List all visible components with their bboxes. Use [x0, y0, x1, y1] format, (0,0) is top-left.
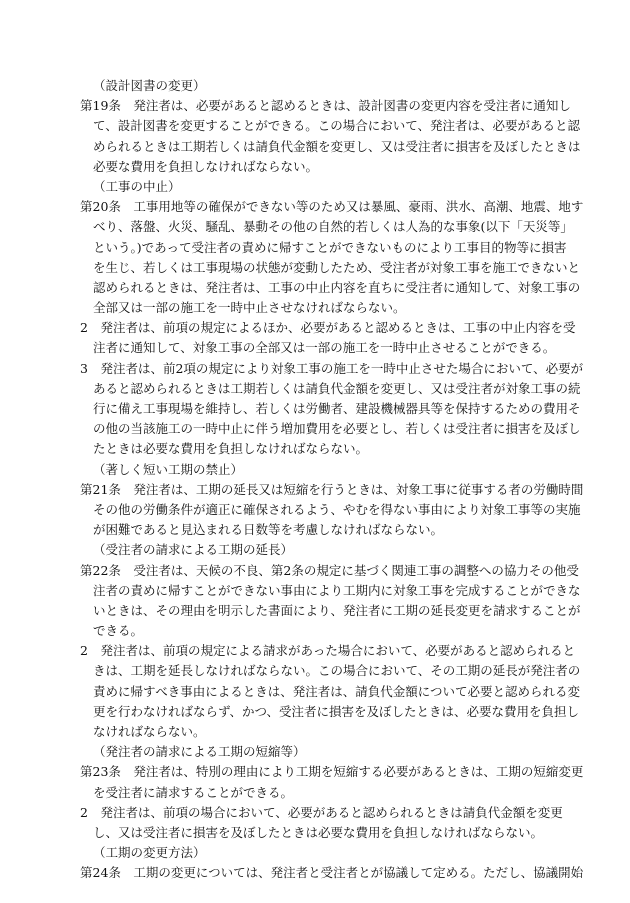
paragraph-line: の他の当該施工の一時中止に伴う増加費用を必要とし、若しくは受注者に損害を及ぼし — [93, 421, 581, 437]
paragraph-first-line: 第24条 工期の変更については、発注者と受注者とが協議して定める。ただし、協議開始 — [80, 865, 584, 881]
paragraph-line: 行に備え工事現場を維持し、若しくは労働者、建設機械器具等を保持するための費用そ — [93, 401, 581, 416]
paragraph-line: 必要な費用を負担しなければならない。 — [93, 158, 319, 174]
article-heading: （設計図書の変更） — [93, 78, 206, 93]
paragraph-line: て、設計図書を変更することができる。この場合において、発注者は、必要があると認 — [93, 118, 581, 134]
article-heading: （著しく短い工期の禁止） — [93, 461, 244, 477]
paragraph-line: 注者の責めに帰すことができない事由により工期内に対象工事を完成することができな — [93, 582, 581, 598]
paragraph-line: を生じ、若しくは工事現場の状態が変動したため、受注者が対象工事を施工できないと — [93, 259, 581, 275]
paragraph-first-line: 第19条 発注者は、必要があると認めるときは、設計図書の変更内容を受注者に通知し — [80, 98, 571, 114]
paragraph-line: いときは、その理由を明示した書面により、発注者に工期の延長変更を請求することが — [93, 602, 581, 618]
paragraph-line: あると認められるときは工期若しくは請負代金額を変更し、又は受注者が対象工事の続 — [93, 380, 581, 396]
paragraph-line: 認められるときは、発注者は、工事の中止内容を直ちに受注者に通知して、対象工事の — [93, 279, 581, 295]
article-heading: （発注者の請求による工期の短縮等） — [93, 744, 306, 760]
paragraph-first-line: 第23条 発注者は、特別の理由により工期を短縮する必要があるときは、工期の短縮変更 — [80, 764, 584, 780]
document-page — [80, 76, 584, 884]
paragraph-first-line: 3 発注者は、前2項の規定により対象工事の施工を一時中止させた場合において、必要が — [80, 360, 584, 376]
article-heading: （工事の中止） — [93, 178, 181, 194]
paragraph-first-line: 2 発注者は、前項の規定による請求があった場合において、必要があると認められると — [80, 643, 576, 659]
paragraph-first-line: 2 発注者は、前項の場合において、必要があると認められるときは請負代金額を変更 — [80, 804, 563, 820]
paragraph-line: が困難であると見込まれる日数等を考慮しなければならない。 — [93, 522, 444, 538]
paragraph-line: できる。 — [93, 623, 144, 639]
paragraph-line: べり、落盤、火災、騒乱、暴動その他の自然的若しくは人為的な事象(以下「天災等」 — [93, 219, 573, 235]
article-heading: （工期の変更方法） — [93, 845, 206, 861]
paragraph-line: その他の労働条件が適正に確保されるよう、やむを得ない事由により対象工事等の実施 — [93, 501, 581, 517]
paragraph-first-line: 第21条 発注者は、工期の延長又は短縮を行うときは、対象工事に従事する者の労働時間 — [80, 481, 584, 497]
paragraph-line: きは、工期を延長しなければならない。この場合において、その工期の延長が発注者の — [93, 663, 581, 679]
paragraph-line: し、又は受注者に損害を及ぼしたときは必要な費用を負担しなければならない。 — [93, 824, 544, 840]
paragraph-line: められるときは工期若しくは請負代金額を変更し、又は受注者に損害を及ぼしたときは — [93, 138, 581, 154]
paragraph-first-line: 第22条 受注者は、天候の不良、第2条の規定に基づく関連工事の調整への協力その他受 — [80, 562, 579, 578]
paragraph-line: 全部又は一部の施工を一時中止させなければならない。 — [93, 300, 406, 316]
paragraph-first-line: 第20条 工事用地等の確保ができない等のため又は暴風、豪雨、洪水、高潮、地震、地す — [80, 199, 584, 215]
paragraph-line: という。)であって受注者の責めに帰すことができないものにより工事目的物等に損害 — [93, 239, 567, 255]
paragraph-line: を受注者に請求することができる。 — [93, 784, 294, 800]
paragraph-line: 注者に通知して、対象工事の全部又は一部の施工を一時中止させることができる。 — [93, 340, 556, 356]
paragraph-line: 更を行わなければならず、かつ、受注者に損害を及ぼしたときは、必要な費用を負担し — [93, 703, 580, 719]
paragraph-first-line: 2 発注者は、前項の規定によるほか、必要があると認めるときは、工事の中止内容を受 — [80, 320, 576, 336]
paragraph-line: 責めに帰すべき事由によるときは、発注者は、請負代金額について必要と認められる変 — [93, 683, 581, 699]
paragraph-line: なければならない。 — [93, 724, 206, 739]
paragraph-line: たときは必要な費用を負担しなければならない。 — [93, 441, 369, 457]
article-heading: （受注者の請求による工期の延長） — [93, 542, 294, 558]
